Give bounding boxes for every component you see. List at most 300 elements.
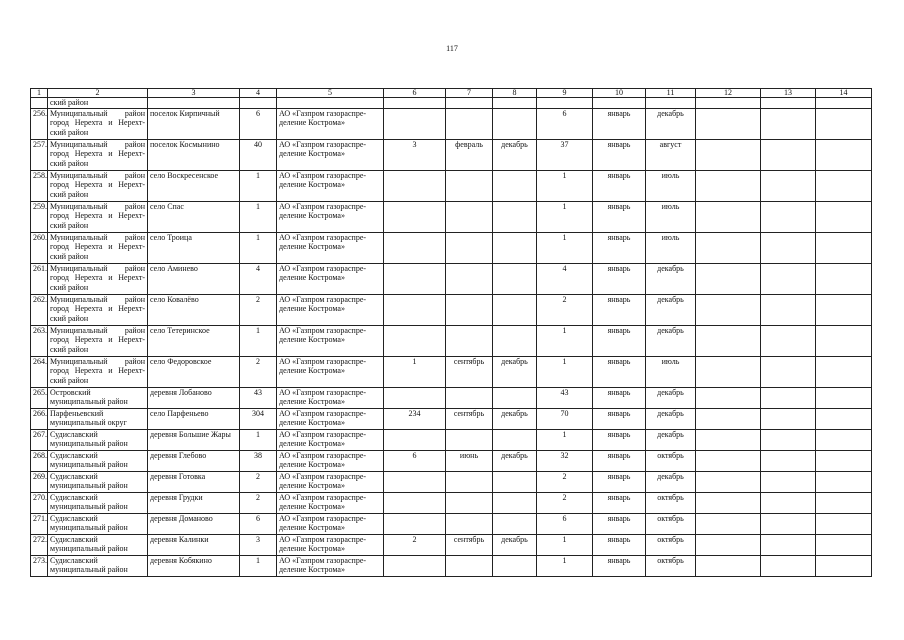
empty-cell bbox=[761, 429, 816, 450]
month-cell: декабрь bbox=[646, 325, 696, 356]
month-cell bbox=[493, 170, 537, 201]
row-number: 271. bbox=[31, 513, 48, 534]
count-cell bbox=[384, 232, 446, 263]
month-cell bbox=[493, 429, 537, 450]
organization-cell: АО «Газпром газораспре- деление Кострома» bbox=[277, 263, 384, 294]
municipality-cell: Муниципальный район город Нерехта и Нерехт- ский район bbox=[48, 170, 148, 201]
municipality-cell: Судиславский муниципальный район bbox=[48, 429, 148, 450]
month-cell: январь bbox=[593, 201, 646, 232]
month-cell: декабрь bbox=[646, 294, 696, 325]
empty-cell bbox=[696, 294, 761, 325]
table-row bbox=[31, 201, 872, 232]
row-number: 266. bbox=[31, 408, 48, 429]
month-cell bbox=[493, 325, 537, 356]
count-cell: 37 bbox=[537, 139, 593, 170]
table-row bbox=[31, 555, 872, 576]
continuation-row bbox=[31, 98, 872, 109]
table-row bbox=[31, 513, 872, 534]
municipality-cell: Судиславский муниципальный район bbox=[48, 534, 148, 555]
month-cell: июль bbox=[646, 356, 696, 387]
count-cell: 1 bbox=[240, 232, 277, 263]
table-cell bbox=[646, 98, 696, 109]
count-cell: 1 bbox=[537, 534, 593, 555]
organization-cell: АО «Газпром газораспре- деление Кострома» bbox=[277, 294, 384, 325]
table-cell bbox=[148, 98, 240, 109]
month-cell: декабрь bbox=[646, 408, 696, 429]
month-cell: январь bbox=[593, 513, 646, 534]
count-cell: 1 bbox=[240, 170, 277, 201]
empty-cell bbox=[696, 534, 761, 555]
column-header: 13 bbox=[761, 89, 816, 98]
empty-cell bbox=[696, 263, 761, 294]
count-cell: 1 bbox=[240, 429, 277, 450]
settlement-cell: село Воскресенское bbox=[148, 170, 240, 201]
municipality-cell: Муниципальный район город Нерехта и Нерехт- ский район bbox=[48, 294, 148, 325]
empty-cell bbox=[761, 492, 816, 513]
empty-cell bbox=[696, 325, 761, 356]
count-cell bbox=[384, 170, 446, 201]
municipality-cell: Судиславский муниципальный район bbox=[48, 555, 148, 576]
count-cell: 1 bbox=[537, 356, 593, 387]
month-cell: январь bbox=[593, 170, 646, 201]
table-row bbox=[31, 232, 872, 263]
month-cell bbox=[493, 108, 537, 139]
empty-cell bbox=[761, 263, 816, 294]
count-cell bbox=[384, 201, 446, 232]
month-cell: январь bbox=[593, 263, 646, 294]
organization-cell: АО «Газпром газораспре- деление Кострома» bbox=[277, 450, 384, 471]
empty-cell bbox=[761, 232, 816, 263]
empty-cell bbox=[696, 408, 761, 429]
count-cell bbox=[384, 513, 446, 534]
table-row bbox=[31, 471, 872, 492]
count-cell bbox=[384, 294, 446, 325]
table-cell bbox=[696, 98, 761, 109]
organization-cell: АО «Газпром газораспре- деление Кострома» bbox=[277, 139, 384, 170]
empty-cell bbox=[696, 429, 761, 450]
empty-cell bbox=[816, 356, 872, 387]
column-header: 4 bbox=[240, 89, 277, 98]
count-cell bbox=[384, 108, 446, 139]
empty-cell bbox=[761, 294, 816, 325]
empty-cell bbox=[761, 108, 816, 139]
month-cell: январь bbox=[593, 429, 646, 450]
organization-cell: АО «Газпром газораспре- деление Кострома» bbox=[277, 170, 384, 201]
register-table bbox=[30, 88, 872, 577]
row-number: 267. bbox=[31, 429, 48, 450]
empty-cell bbox=[816, 513, 872, 534]
month-cell: январь bbox=[593, 356, 646, 387]
settlement-cell: деревня Лобаново bbox=[148, 387, 240, 408]
month-cell: январь bbox=[593, 387, 646, 408]
settlement-cell: село Троица bbox=[148, 232, 240, 263]
empty-cell bbox=[696, 450, 761, 471]
empty-cell bbox=[761, 555, 816, 576]
empty-cell bbox=[816, 534, 872, 555]
count-cell: 2 bbox=[537, 492, 593, 513]
municipality-cell: Муниципальный район город Нерехта и Нерехт- ский район bbox=[48, 108, 148, 139]
count-cell: 3 bbox=[384, 139, 446, 170]
settlement-cell: деревня Готовка bbox=[148, 471, 240, 492]
count-cell: 40 bbox=[240, 139, 277, 170]
month-cell: октябрь bbox=[646, 555, 696, 576]
count-cell: 1 bbox=[537, 232, 593, 263]
month-cell: сентябрь bbox=[446, 408, 493, 429]
count-cell: 304 bbox=[240, 408, 277, 429]
empty-cell bbox=[816, 429, 872, 450]
month-cell: июль bbox=[646, 170, 696, 201]
count-cell: 1 bbox=[537, 555, 593, 576]
organization-cell: АО «Газпром газораспре- деление Кострома» bbox=[277, 325, 384, 356]
empty-cell bbox=[816, 450, 872, 471]
empty-cell bbox=[816, 108, 872, 139]
month-cell: октябрь bbox=[646, 513, 696, 534]
row-number: 260. bbox=[31, 232, 48, 263]
count-cell: 1 bbox=[240, 325, 277, 356]
empty-cell bbox=[816, 139, 872, 170]
month-cell bbox=[446, 492, 493, 513]
settlement-cell: село Ковалёво bbox=[148, 294, 240, 325]
month-cell: январь bbox=[593, 471, 646, 492]
empty-cell bbox=[696, 139, 761, 170]
organization-cell: АО «Газпром газораспре- деление Кострома» bbox=[277, 513, 384, 534]
count-cell: 6 bbox=[537, 108, 593, 139]
column-header: 5 bbox=[277, 89, 384, 98]
column-header: 11 bbox=[646, 89, 696, 98]
month-cell bbox=[446, 555, 493, 576]
settlement-cell: деревня Доманово bbox=[148, 513, 240, 534]
organization-cell: АО «Газпром газораспре- деление Кострома» bbox=[277, 492, 384, 513]
month-cell bbox=[493, 387, 537, 408]
table-row bbox=[31, 139, 872, 170]
table-row bbox=[31, 429, 872, 450]
municipality-cell: Судиславский муниципальный район bbox=[48, 450, 148, 471]
table-row bbox=[31, 108, 872, 139]
table-cell bbox=[446, 98, 493, 109]
row-number: 259. bbox=[31, 201, 48, 232]
table-body bbox=[31, 98, 872, 577]
municipality-cell: Муниципальный район город Нерехта и Нерехт- ский район bbox=[48, 325, 148, 356]
empty-cell bbox=[761, 387, 816, 408]
count-cell: 1 bbox=[537, 201, 593, 232]
month-cell bbox=[446, 170, 493, 201]
column-header: 7 bbox=[446, 89, 493, 98]
count-cell: 6 bbox=[240, 513, 277, 534]
month-cell bbox=[446, 471, 493, 492]
empty-cell bbox=[761, 513, 816, 534]
empty-cell bbox=[696, 513, 761, 534]
column-header: 1 bbox=[31, 89, 48, 98]
month-cell bbox=[493, 201, 537, 232]
count-cell: 1 bbox=[240, 201, 277, 232]
row-number: 269. bbox=[31, 471, 48, 492]
month-cell bbox=[446, 294, 493, 325]
month-cell bbox=[446, 232, 493, 263]
row-number: 257. bbox=[31, 139, 48, 170]
table-cell bbox=[240, 98, 277, 109]
organization-cell: АО «Газпром газораспре- деление Кострома» bbox=[277, 201, 384, 232]
organization-cell: АО «Газпром газораспре- деление Кострома» bbox=[277, 534, 384, 555]
count-cell: 2 bbox=[240, 471, 277, 492]
table-row bbox=[31, 450, 872, 471]
column-header: 6 bbox=[384, 89, 446, 98]
table-cell bbox=[761, 98, 816, 109]
month-cell: сентябрь bbox=[446, 534, 493, 555]
month-cell: декабрь bbox=[493, 139, 537, 170]
municipality-cell: Судиславский муниципальный район bbox=[48, 471, 148, 492]
count-cell: 38 bbox=[240, 450, 277, 471]
empty-cell bbox=[816, 294, 872, 325]
month-cell: июль bbox=[646, 201, 696, 232]
month-cell: январь bbox=[593, 534, 646, 555]
organization-cell: АО «Газпром газораспре- деление Кострома» bbox=[277, 356, 384, 387]
count-cell bbox=[384, 429, 446, 450]
count-cell: 3 bbox=[240, 534, 277, 555]
empty-cell bbox=[761, 170, 816, 201]
empty-cell bbox=[761, 534, 816, 555]
municipality-cell: Судиславский муниципальный район bbox=[48, 513, 148, 534]
empty-cell bbox=[761, 408, 816, 429]
column-header: 8 bbox=[493, 89, 537, 98]
month-cell: декабрь bbox=[646, 387, 696, 408]
count-cell bbox=[384, 387, 446, 408]
month-cell: январь bbox=[593, 294, 646, 325]
table-row bbox=[31, 492, 872, 513]
table-cell bbox=[277, 98, 384, 109]
month-cell: январь bbox=[593, 139, 646, 170]
month-cell: декабрь bbox=[493, 408, 537, 429]
month-cell: январь bbox=[593, 450, 646, 471]
month-cell bbox=[493, 555, 537, 576]
month-cell: сентябрь bbox=[446, 356, 493, 387]
table-cell bbox=[31, 98, 48, 109]
settlement-cell: село Спас bbox=[148, 201, 240, 232]
month-cell: август bbox=[646, 139, 696, 170]
empty-cell bbox=[761, 325, 816, 356]
row-number: 263. bbox=[31, 325, 48, 356]
count-cell: 6 bbox=[240, 108, 277, 139]
column-header: 12 bbox=[696, 89, 761, 98]
month-cell: январь bbox=[593, 408, 646, 429]
month-cell: декабрь bbox=[493, 356, 537, 387]
count-cell: 2 bbox=[537, 294, 593, 325]
municipality-cell: Муниципальный район город Нерехта и Нерехт- ский район bbox=[48, 263, 148, 294]
count-cell: 32 bbox=[537, 450, 593, 471]
table-cell: ский район bbox=[48, 98, 148, 109]
settlement-cell: поселок Космынино bbox=[148, 139, 240, 170]
organization-cell: АО «Газпром газораспре- деление Кострома» bbox=[277, 108, 384, 139]
month-cell bbox=[446, 201, 493, 232]
column-header: 14 bbox=[816, 89, 872, 98]
month-cell bbox=[493, 471, 537, 492]
month-cell: июнь bbox=[446, 450, 493, 471]
count-cell bbox=[384, 492, 446, 513]
empty-cell bbox=[761, 450, 816, 471]
municipality-cell: Парфеньевский муниципальный округ bbox=[48, 408, 148, 429]
empty-cell bbox=[696, 201, 761, 232]
empty-cell bbox=[816, 471, 872, 492]
empty-cell bbox=[696, 356, 761, 387]
empty-cell bbox=[696, 170, 761, 201]
month-cell: январь bbox=[593, 555, 646, 576]
month-cell: октябрь bbox=[646, 450, 696, 471]
month-cell bbox=[446, 325, 493, 356]
page-number: 117 bbox=[446, 44, 458, 53]
empty-cell bbox=[696, 108, 761, 139]
row-number: 270. bbox=[31, 492, 48, 513]
count-cell: 2 bbox=[384, 534, 446, 555]
month-cell: январь bbox=[593, 325, 646, 356]
count-cell: 1 bbox=[537, 429, 593, 450]
row-number: 273. bbox=[31, 555, 48, 576]
count-cell: 1 bbox=[384, 356, 446, 387]
month-cell: февраль bbox=[446, 139, 493, 170]
table-row bbox=[31, 263, 872, 294]
count-cell: 1 bbox=[537, 170, 593, 201]
month-cell: декабрь bbox=[646, 429, 696, 450]
month-cell: декабрь bbox=[493, 534, 537, 555]
count-cell bbox=[384, 471, 446, 492]
row-number: 258. bbox=[31, 170, 48, 201]
count-cell: 1 bbox=[537, 325, 593, 356]
table-cell bbox=[537, 98, 593, 109]
municipality-cell: Муниципальный район город Нерехта и Нерехт- ский район bbox=[48, 356, 148, 387]
month-cell bbox=[493, 513, 537, 534]
month-cell: декабрь bbox=[646, 263, 696, 294]
municipality-cell: Муниципальный район город Нерехта и Нерехт- ский район bbox=[48, 232, 148, 263]
table-row bbox=[31, 387, 872, 408]
month-cell bbox=[446, 263, 493, 294]
month-cell: декабрь bbox=[646, 108, 696, 139]
count-cell: 2 bbox=[240, 294, 277, 325]
row-number: 268. bbox=[31, 450, 48, 471]
month-cell bbox=[446, 513, 493, 534]
organization-cell: АО «Газпром газораспре- деление Кострома» bbox=[277, 408, 384, 429]
month-cell bbox=[493, 492, 537, 513]
empty-cell bbox=[696, 555, 761, 576]
settlement-cell: деревня Большие Жары bbox=[148, 429, 240, 450]
municipality-cell: Островский муниципальный район bbox=[48, 387, 148, 408]
column-header: 9 bbox=[537, 89, 593, 98]
count-cell: 4 bbox=[537, 263, 593, 294]
column-number-header bbox=[31, 89, 872, 98]
empty-cell bbox=[816, 201, 872, 232]
row-number: 262. bbox=[31, 294, 48, 325]
count-cell: 70 bbox=[537, 408, 593, 429]
count-cell: 6 bbox=[384, 450, 446, 471]
count-cell: 234 bbox=[384, 408, 446, 429]
month-cell bbox=[446, 108, 493, 139]
empty-cell bbox=[696, 232, 761, 263]
month-cell: декабрь bbox=[646, 471, 696, 492]
row-number: 261. bbox=[31, 263, 48, 294]
organization-cell: АО «Газпром газораспре- деление Кострома» bbox=[277, 471, 384, 492]
row-number: 264. bbox=[31, 356, 48, 387]
empty-cell bbox=[816, 325, 872, 356]
empty-cell bbox=[761, 471, 816, 492]
month-cell bbox=[446, 387, 493, 408]
column-header: 2 bbox=[48, 89, 148, 98]
table-row bbox=[31, 294, 872, 325]
count-cell: 43 bbox=[537, 387, 593, 408]
empty-cell bbox=[761, 139, 816, 170]
settlement-cell: деревня Калинки bbox=[148, 534, 240, 555]
empty-cell bbox=[816, 408, 872, 429]
empty-cell bbox=[816, 263, 872, 294]
month-cell: октябрь bbox=[646, 534, 696, 555]
municipality-cell: Муниципальный район город Нерехта и Нерехт- ский район bbox=[48, 201, 148, 232]
table-row bbox=[31, 170, 872, 201]
count-cell bbox=[384, 325, 446, 356]
month-cell: декабрь bbox=[493, 450, 537, 471]
settlement-cell: поселок Кирпичный bbox=[148, 108, 240, 139]
organization-cell: АО «Газпром газораспре- деление Кострома» bbox=[277, 387, 384, 408]
row-number: 272. bbox=[31, 534, 48, 555]
count-cell bbox=[384, 263, 446, 294]
municipality-cell: Судиславский муниципальный район bbox=[48, 492, 148, 513]
month-cell bbox=[493, 232, 537, 263]
empty-cell bbox=[696, 471, 761, 492]
settlement-cell: село Тетеринское bbox=[148, 325, 240, 356]
count-cell: 1 bbox=[240, 555, 277, 576]
table-row bbox=[31, 325, 872, 356]
empty-cell bbox=[816, 170, 872, 201]
table-row bbox=[31, 408, 872, 429]
column-header: 3 bbox=[148, 89, 240, 98]
count-cell: 2 bbox=[240, 356, 277, 387]
count-cell bbox=[384, 555, 446, 576]
table-cell bbox=[816, 98, 872, 109]
column-header: 10 bbox=[593, 89, 646, 98]
count-cell: 43 bbox=[240, 387, 277, 408]
empty-cell bbox=[696, 387, 761, 408]
table-row bbox=[31, 534, 872, 555]
empty-cell bbox=[761, 201, 816, 232]
month-cell bbox=[446, 429, 493, 450]
table-cell bbox=[593, 98, 646, 109]
settlement-cell: деревня Глебово bbox=[148, 450, 240, 471]
row-number: 265. bbox=[31, 387, 48, 408]
table-cell bbox=[493, 98, 537, 109]
municipality-cell: Муниципальный район город Нерехта и Нерехт- ский район bbox=[48, 139, 148, 170]
settlement-cell: село Федоровское bbox=[148, 356, 240, 387]
table-row bbox=[31, 356, 872, 387]
row-number: 256. bbox=[31, 108, 48, 139]
table-cell bbox=[384, 98, 446, 109]
empty-cell bbox=[816, 387, 872, 408]
count-cell: 2 bbox=[240, 492, 277, 513]
empty-cell bbox=[816, 232, 872, 263]
month-cell: январь bbox=[593, 492, 646, 513]
month-cell bbox=[493, 263, 537, 294]
month-cell: январь bbox=[593, 108, 646, 139]
month-cell: январь bbox=[593, 232, 646, 263]
count-cell: 4 bbox=[240, 263, 277, 294]
settlement-cell: деревня Кобякино bbox=[148, 555, 240, 576]
month-cell: июль bbox=[646, 232, 696, 263]
settlement-cell: село Аминево bbox=[148, 263, 240, 294]
empty-cell bbox=[816, 555, 872, 576]
organization-cell: АО «Газпром газораспре- деление Кострома» bbox=[277, 429, 384, 450]
organization-cell: АО «Газпром газораспре- деление Кострома» bbox=[277, 232, 384, 263]
empty-cell bbox=[816, 492, 872, 513]
empty-cell bbox=[696, 492, 761, 513]
count-cell: 2 bbox=[537, 471, 593, 492]
month-cell bbox=[493, 294, 537, 325]
empty-cell bbox=[761, 356, 816, 387]
month-cell: октябрь bbox=[646, 492, 696, 513]
settlement-cell: деревня Грудки bbox=[148, 492, 240, 513]
